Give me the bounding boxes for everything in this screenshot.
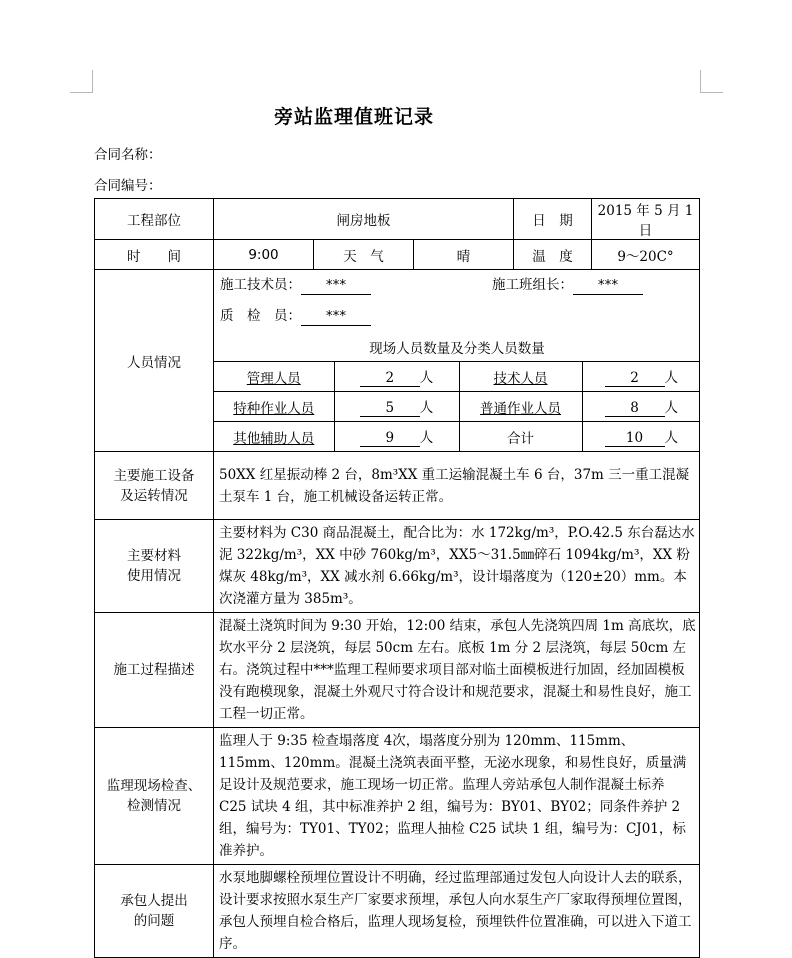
personnel-row [95, 270, 700, 452]
special-worker-count: 5 [360, 400, 420, 417]
equipment-label: 主要施工设备 及运转情况 [95, 452, 214, 520]
materials-label: 主要材料 使用情况 [95, 520, 214, 613]
equipment-row [95, 452, 700, 520]
construction-tech-value: *** [301, 276, 371, 295]
inspection-text: 监理人于 9:35 检查塌落度 4次，塌落度分别为 120mm、115mm、115mm、120mm。混凝土浇筑表面平整，无泌水现象，和易性良好，质量满足设计及规范要求，施工现场一切正常。监理人旁站承包人制作混凝土标养 C25 试块 4 组，其中标准养护 2 组，编号为：BY01、BY02；同条件养护 2 组，编号为：TY01、TY02；监理人抽检 C25 试块 1 组，编号为：CJ01，标准养护。 [214, 728, 700, 865]
page-corner-mark-top-right [700, 70, 723, 93]
project-part-value: 闸房地板 [214, 199, 514, 240]
manager-unit: 人 [419, 370, 434, 386]
weather-value: 晴 [414, 240, 514, 270]
weather-label: 天 气 [314, 240, 414, 270]
page-corner-mark-top-left [70, 70, 93, 93]
table-row [214, 362, 700, 392]
team-leader-value: *** [573, 276, 643, 295]
special-worker-unit: 人 [419, 400, 434, 416]
special-worker-label: 特种作业人员 [214, 392, 334, 422]
equipment-text: 50XX 红星振动棒 2 台，8m³XX 重工运输混凝土车 6 台，37m 三一重工混凝土泵车 1 台，施工机械设备运转正常。 [214, 452, 700, 520]
auxiliary-unit: 人 [419, 430, 434, 446]
project-part-label: 工程部位 [95, 199, 214, 240]
inspection-label: 监理现场检查、 检测情况 [95, 728, 214, 865]
total-count: 10 [605, 430, 665, 447]
personnel-label: 人员情况 [95, 270, 214, 452]
quality-inspector-line [214, 301, 699, 332]
date-label: 日 期 [514, 199, 592, 240]
table-row [214, 332, 700, 362]
construction-tech-line [214, 270, 699, 301]
general-worker-count: 8 [605, 400, 665, 417]
team-leader-label: 施工班组长： [492, 277, 573, 293]
issues-label: 承包人提出 的问题 [95, 865, 214, 958]
process-text: 混凝土浇筑时间为 9:30 开始，12:00 结束，承包人先浇筑四周 1m 高底坎，底坎水平分 2 层浇筑，每层 50cm 左右。底板 1m 分 2 层浇筑，每层 50cm 左右。浇筑过程中***监理工程师要求项目部对临土面模板进行加固，经加固模板没有跑模现象，混凝土外观尺寸符合设计和规范要求，混凝土和易性良好，施工工程一切正常。 [214, 613, 700, 728]
total-label: 合计 [459, 422, 582, 452]
table-row [95, 240, 700, 270]
time-value: 9:00 [214, 240, 314, 270]
process-row [95, 613, 700, 728]
issues-text: 水泵地脚螺栓预埋位置设计不明确，经过监理部通过发包人向设计人去的联系，设计要求按照水泵生产厂家要求预埋，承包人向水泵生产厂家取得预埋位置图，承包人预埋自检合格后，监理人现场复检，预埋铁件位置准确，可以进入下道工序。 [214, 865, 700, 958]
materials-row [95, 520, 700, 613]
manager-label: 管理人员 [214, 362, 334, 392]
personnel-count-header: 现场人员数量及分类人员数量 [214, 332, 700, 362]
personnel-count-table [214, 332, 700, 451]
temperature-label: 温 度 [514, 240, 592, 270]
technical-count: 2 [605, 370, 665, 387]
document-title: 旁站监理值班记录 [273, 106, 434, 128]
materials-text: 主要材料为 C30 商品混凝土，配合比为：水 172kg/m³，P.O.42.5 东台磊达水泥 322kg/m³，XX 中砂 760kg/m³，XX5～31.5㎜碎石 1094kg/m³，XX 粉煤灰 48kg/m³，XX 减水剂 6.66kg/m³，设计塌落度为（120±20）mm。本次浇灌方量为 385m³。 [214, 520, 700, 613]
auxiliary-count: 9 [360, 430, 420, 447]
table-row [214, 422, 700, 452]
technical-unit: 人 [664, 370, 678, 386]
manager-count: 2 [360, 370, 420, 387]
total-unit: 人 [664, 430, 678, 446]
auxiliary-label: 其他辅助人员 [214, 422, 334, 452]
inspection-row [95, 728, 700, 865]
process-label: 施工过程描述 [95, 613, 214, 728]
quality-inspector-value: *** [301, 307, 371, 326]
temperature-value: 9～20C° [592, 240, 700, 270]
general-worker-unit: 人 [664, 400, 678, 416]
date-value: 2015 年 5 月 1 日 [592, 199, 700, 240]
record-table [94, 198, 700, 958]
technical-label: 技术人员 [459, 362, 582, 392]
table-row [95, 199, 700, 240]
construction-tech-label: 施工技术员： [220, 277, 301, 293]
quality-inspector-label: 质 检 员： [220, 308, 301, 324]
contract-name-label: 合同名称： [94, 147, 162, 163]
general-worker-label: 普通作业人员 [459, 392, 582, 422]
issues-row [95, 865, 700, 958]
table-row [214, 392, 700, 422]
contract-number-label: 合同编号： [94, 178, 162, 194]
time-label: 时 间 [95, 240, 214, 270]
